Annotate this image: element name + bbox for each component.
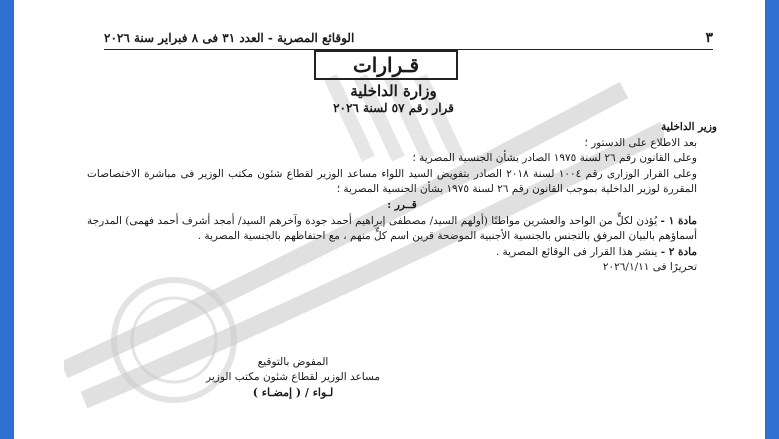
page-number: ٣ (705, 30, 713, 46)
running-title: الوقائع المصرية - العدد ٣١ فى ٨ فبراير سنة ٢٠٢٦ (104, 31, 355, 45)
preamble-line: وعلى القانون رقم ٢٦ لسنة ١٩٧٥ الصادر بشأن الجنسية المصرية ؛ (412, 152, 697, 165)
decides-heading: قــرر : (387, 198, 417, 211)
issuer: وزير الداخلية (661, 121, 717, 133)
ministry-name: وزارة الداخلية (350, 82, 437, 100)
decree-number: قرار رقم ٥٧ لسنة ٢٠٢٦ (333, 101, 454, 115)
signature-line-2: مساعد الوزير لقطاع شئون مكتب الوزير (206, 371, 380, 383)
section-title: قـرارات (314, 50, 458, 80)
article-1-label: مادة ١ - (660, 214, 698, 227)
gazette-page (64, 0, 723, 439)
article-2 (87, 245, 717, 261)
article-1-text: يُؤذن لكلٍّ من الواحد والعشرين مواطنًا (أولهم السيد/ مصطفى إبراهيم أحمد جودة وآخرهم السيد/ أمجد أشرف أحمد فهمى) المدرجة أسماؤهم بالبيان المرفق بالتجنس بالجنسية الأجنبية الموضحة قرين اسم كلٍّ منهم ، مع احتفاظهم بالجنسية المصرية . (87, 214, 697, 243)
signature-block (163, 355, 423, 400)
article-1 (87, 214, 717, 245)
article-2-text: ينشر هذا القرار فى الوقائع المصرية . (495, 245, 658, 258)
preamble-line: وعلى القرار الوزارى رقم ١٠٠٤ لسنة ٢٠١٨ الصادر بتفويض السيد اللواء مساعد الوزير لقطاع شئون مكتب الوزير فى مباشرة الاختصاصات المقررة لوزير الداخلية بموجب القانون رقم ٢٦ لسنة ١٩٧٥ بشأن الجنسية المصرية ؛ (87, 167, 697, 196)
left-edge-bar (0, 0, 14, 439)
signature-line-3: لـواء / ( إمضـاء ) (252, 386, 334, 399)
signature-line-1: المفوض بالتوقيع (257, 356, 329, 368)
right-edge-bar (765, 0, 779, 439)
decree-date: تحريرًا فى ٢٠٢٦/١/١١ (602, 261, 697, 274)
preamble-line: بعد الاطلاع على الدستور ؛ (584, 136, 697, 149)
decree-body (87, 120, 717, 276)
article-2-label: مادة ٢ - (660, 245, 697, 258)
running-header (104, 30, 713, 50)
